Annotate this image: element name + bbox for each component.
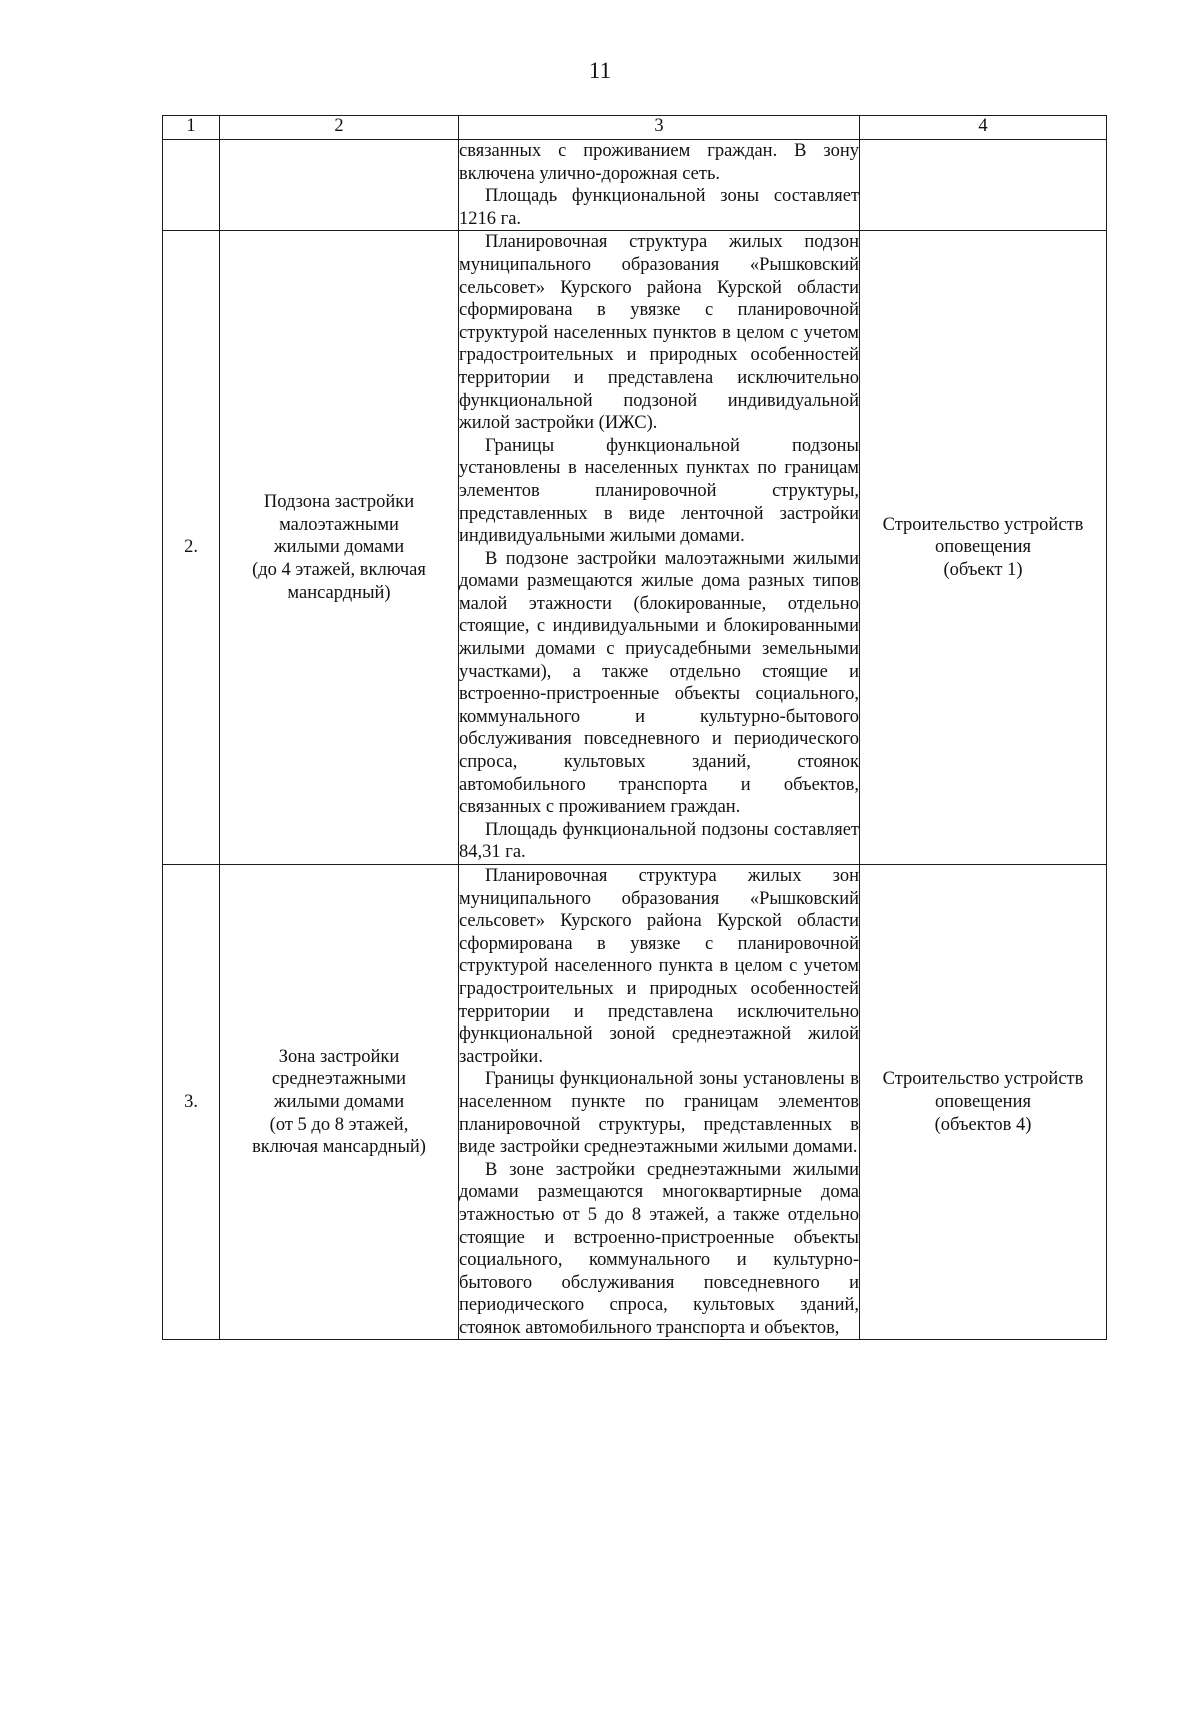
description-text: «Рышковский сельсовет» Курского района <box>459 254 859 298</box>
description-text: среднеэтажной жилой застройки. <box>459 1024 860 1067</box>
description-text: культовых зданий, стоянок <box>459 1295 859 1338</box>
description-text: установлены в населенных пунктах по <box>459 458 777 479</box>
description-text: градостроительных и природных <box>459 978 738 999</box>
description-text: планировочной структурой населенных <box>459 300 859 343</box>
description-text: границам элементов планировочной <box>459 458 859 501</box>
description-text: культовых зданий, стоянок <box>563 752 860 773</box>
description-paragraph <box>459 865 859 1068</box>
description-text: многоквартирные дома этажностью от 5 <box>459 1182 860 1225</box>
description-text: жилыми домами. <box>609 526 745 547</box>
column-header-2: 2 <box>220 116 459 140</box>
zone-name-cell <box>220 140 459 231</box>
measures-cell <box>860 140 1107 231</box>
row-number-cell: 3. <box>163 865 220 1340</box>
description-text: градостроительных и природных <box>459 345 738 366</box>
description-text: жилыми домами с приусадебными <box>459 639 752 660</box>
description-text: социального, коммунального и <box>459 1250 747 1271</box>
description-text: встроенно-пристроенные объекты <box>573 1227 859 1248</box>
description-text: застройки (ИЖС). <box>514 413 658 434</box>
description-text: подзон муниципального образования <box>459 232 860 275</box>
measure-line: (объект 1) <box>943 559 1023 580</box>
description-text: исключительно функциональной зоной <box>459 1001 859 1045</box>
table-row <box>163 140 1107 231</box>
description-text: «Рышковский сельсовет» Курского района <box>459 888 859 932</box>
description-text: до 8 этажей, а также отдельно стоящие и <box>459 1204 860 1248</box>
description-text: муниципального образования <box>459 888 720 909</box>
zone-name-line: Зона застройки <box>278 1046 400 1067</box>
zone-name-line: Подзона застройки <box>263 492 415 513</box>
description-text: Планировочная структура жилых зон <box>485 866 859 886</box>
description-paragraph <box>459 1068 859 1158</box>
description-text: автомобильного транспорта и объектов, <box>459 774 859 795</box>
description-text: составляет 1216 га. <box>459 186 860 229</box>
description-text: индивидуальными и блокированными <box>552 616 859 637</box>
description-text: автомобильного транспорта и объектов, <box>525 1317 840 1338</box>
description-text: дома разных типов малой этажности <box>459 571 860 614</box>
description-paragraph <box>459 231 859 434</box>
description-text: стоящие и встроенно-пристроенные <box>459 661 860 705</box>
description-text: особенностей территории и представлена <box>459 978 859 1022</box>
description-text: связанных с проживанием граждан. <box>459 797 741 818</box>
zone-name-line: жилыми домами <box>273 1091 405 1112</box>
column-header-3: 3 <box>459 116 860 140</box>
description-text: границам элементов планировочной <box>459 1091 859 1135</box>
zone-name-cell <box>220 231 459 865</box>
measure-line: (объектов 4) <box>934 1114 1032 1135</box>
description-text: культурно-бытового обслуживания <box>459 706 859 750</box>
zone-name-line: (от 5 до 8 этажей, <box>269 1114 409 1135</box>
description-text: Площадь функциональной подзоны <box>485 819 769 840</box>
zone-name-line: (до 4 этажей, включая <box>252 559 426 580</box>
zone-name-line: среднеэтажными <box>271 1069 407 1090</box>
description-paragraph <box>459 548 859 819</box>
column-header-4: 4 <box>860 116 1107 140</box>
column-header-1: 1 <box>163 116 220 140</box>
table-row <box>163 865 1107 1340</box>
description-text: пунктов в целом с учетом <box>652 322 859 343</box>
measure-line: оповещения <box>934 1091 1031 1112</box>
zone-description-cell <box>459 865 860 1340</box>
description-text: В зоне застройки среднеэтажными <box>485 1159 782 1180</box>
description-text: ленточной застройки индивидуальными <box>459 503 859 547</box>
description-text: структуры, представленных в виде <box>459 1114 859 1158</box>
description-text: Границы функциональной зоны <box>485 1069 738 1090</box>
description-text: культурно-бытового обслуживания <box>459 1250 859 1293</box>
description-text: земельными участками), а также отдельно <box>459 639 860 682</box>
description-text: исключительно функциональной <box>459 367 859 411</box>
description-paragraph <box>459 819 859 864</box>
description-text: В подзоне застройки малоэтажными <box>485 548 785 569</box>
table-row <box>163 231 1107 865</box>
description-paragraph <box>459 1159 859 1340</box>
description-text: (блокированные, отдельно стоящие, с <box>459 593 860 637</box>
description-text: планировочной структурой населенного <box>459 933 859 977</box>
description-text: жилыми домами размещаются жилые <box>459 548 859 592</box>
description-text: домами. <box>793 1137 858 1158</box>
description-text: объекты социального, коммунального и <box>459 684 859 727</box>
description-paragraph <box>459 435 859 548</box>
page-number: 11 <box>588 58 612 83</box>
measure-line: оповещения <box>934 537 1031 558</box>
description-text: застройки среднеэтажными жилыми <box>499 1137 789 1158</box>
zone-name-line: включая мансардный) <box>252 1137 426 1158</box>
description-paragraph <box>459 185 859 230</box>
measures-cell <box>860 231 1107 865</box>
description-text: включена улично-дорожная сеть. <box>459 163 721 184</box>
description-text: особенностей территории и представлена <box>459 345 859 388</box>
functional-zones-table <box>162 115 1107 1340</box>
description-text: Курской области сформирована в увязке с <box>459 277 860 321</box>
zone-description-cell <box>459 140 860 231</box>
description-text: жилыми домами размещаются <box>459 1159 859 1203</box>
row-number-cell: 2. <box>163 231 220 865</box>
description-text: Границы функциональной подзоны <box>485 435 859 456</box>
description-text: повседневного и периодического спроса, <box>459 1272 859 1316</box>
row-number-cell <box>163 140 220 231</box>
measure-line: Строительство устройств <box>882 514 1084 535</box>
description-text: составляет 84,31 га. <box>459 819 859 863</box>
description-text: повседневного и периодического спроса, <box>459 729 860 773</box>
description-text: установлены в населенном пункте по <box>459 1069 859 1112</box>
description-paragraph <box>459 140 859 185</box>
description-text: Курской области сформирована в увязке с <box>459 911 860 954</box>
zone-name-line: малоэтажными <box>279 514 399 535</box>
description-text: подзоной индивидуальной жилой <box>459 390 859 434</box>
table-header-row <box>163 116 1107 140</box>
table-body <box>163 116 1107 1340</box>
zone-description-cell <box>459 231 860 865</box>
description-text: пункта в целом с учетом <box>658 956 859 977</box>
measures-cell <box>860 865 1107 1340</box>
description-text: структуры, представленных в виде <box>459 480 859 524</box>
zone-name-line: жилыми домами <box>273 537 405 558</box>
description-text: Планировочная структура жилых <box>485 232 783 253</box>
description-text: связанных с проживанием граждан. В зону <box>459 141 859 161</box>
description-text: Площадь функциональной зоны <box>485 186 760 207</box>
measure-line: Строительство устройств <box>882 1069 1084 1090</box>
zone-name-cell <box>220 865 459 1340</box>
zone-name-line: мансардный) <box>287 582 391 603</box>
